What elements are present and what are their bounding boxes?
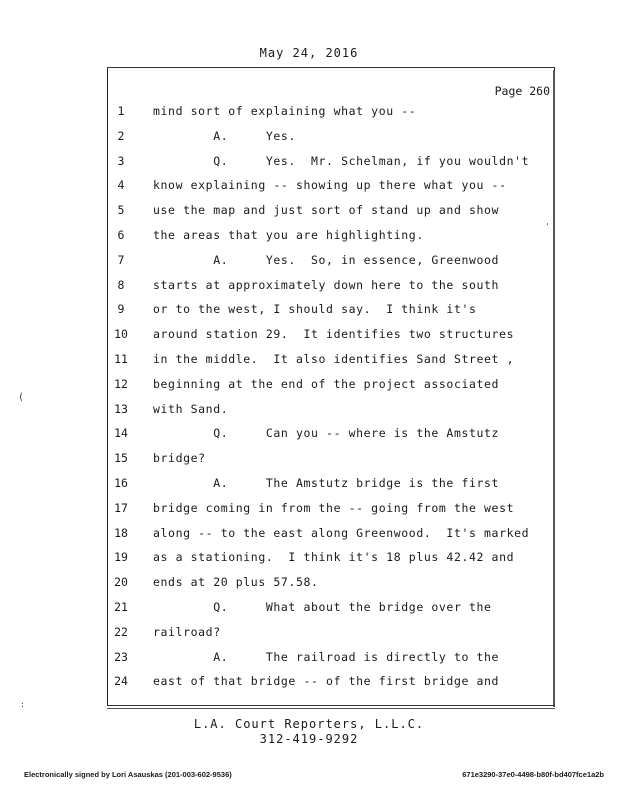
- line-number: 2: [117, 128, 125, 143]
- transcript-line: [0, 526, 618, 550]
- line-number: 18: [114, 525, 128, 540]
- line-text: bridge?: [153, 451, 206, 466]
- line-text: A. The railroad is directly to the: [153, 649, 500, 664]
- transcript-line: [0, 625, 618, 649]
- footer-phone: 312-419-9292: [259, 732, 359, 746]
- line-text: starts at approximately down here to the south: [153, 277, 500, 292]
- transcript-line: [0, 203, 618, 227]
- transcript-line: [0, 178, 618, 202]
- line-number: 12: [114, 376, 128, 391]
- transcript-line: [0, 278, 618, 302]
- transcript-line: [0, 600, 618, 624]
- transcript-line: [0, 327, 618, 351]
- line-number: 9: [117, 302, 125, 317]
- line-number: 4: [117, 178, 125, 193]
- line-number: 22: [114, 624, 128, 639]
- line-number: 20: [114, 575, 128, 590]
- line-text: or to the west, I should say. I think it's: [153, 302, 477, 317]
- line-text: use the map and just sort of stand up and show: [153, 203, 500, 218]
- line-number: 1: [117, 104, 125, 118]
- line-text: mind sort of explaining what you --: [153, 104, 417, 118]
- line-text: A. Yes.: [153, 128, 296, 143]
- transcript-line: [0, 154, 618, 178]
- line-number: 19: [114, 550, 128, 565]
- line-text: ends at 20 plus 57.58.: [153, 575, 319, 590]
- page-date: May 24, 2016: [259, 46, 359, 60]
- line-text: the areas that you are highlighting.: [153, 228, 424, 242]
- line-text: know explaining -- showing up there what you --: [153, 178, 507, 193]
- transcript-frame-bottom: [107, 705, 555, 709]
- transcript-line: [0, 377, 618, 401]
- line-number: 13: [114, 401, 128, 416]
- line-number: 21: [114, 600, 128, 614]
- transcript-line: [0, 426, 618, 450]
- line-number: 3: [117, 153, 125, 168]
- line-number: 15: [114, 451, 128, 466]
- line-text: A. The Amstutz bridge is the first: [153, 476, 500, 490]
- esign-document-id: 671e3290-37e0-4498-b80f-bd407fce1a2b: [462, 770, 604, 779]
- line-text: Q. What about the bridge over the: [153, 600, 492, 614]
- page-number: Page 260: [494, 84, 550, 98]
- line-text: as a stationing. I think it's 18 plus 42.42 and: [153, 550, 515, 565]
- esign-signature: Electronically signed by Lori Asauskas (201-003-602-9536): [24, 770, 232, 779]
- line-number: 8: [117, 277, 125, 292]
- transcript-line: [0, 302, 618, 326]
- transcript-line: [0, 575, 618, 599]
- transcript-line: [0, 650, 618, 674]
- transcript-line: [0, 129, 618, 153]
- line-text: Q. Can you -- where is the Amstutz: [153, 426, 500, 441]
- line-text: in the middle. It also identifies Sand Street ,: [153, 352, 515, 366]
- line-number: 7: [117, 252, 125, 267]
- transcript-line: [0, 228, 618, 252]
- line-text: beginning at the end of the project associated: [153, 376, 500, 391]
- line-text: railroad?: [153, 624, 221, 639]
- line-number: 24: [114, 674, 128, 689]
- line-number: 11: [114, 352, 128, 366]
- scan-mark: (: [18, 392, 25, 403]
- transcript-line: [0, 476, 618, 500]
- line-text: A. Yes. So, in essence, Greenwood: [153, 252, 500, 267]
- line-number: 6: [117, 228, 125, 242]
- footer-company: L.A. Court Reporters, L.L.C.: [193, 717, 425, 731]
- line-number: 5: [117, 203, 125, 218]
- line-text: bridge coming in from the -- going from the west: [153, 500, 515, 515]
- scan-mark: ': [545, 222, 550, 231]
- scan-mark: :: [20, 700, 25, 709]
- line-number: 14: [114, 426, 128, 441]
- transcript-line: [0, 402, 618, 426]
- line-text: along -- to the east along Greenwood. It's marked: [153, 525, 530, 540]
- transcript-line: [0, 352, 618, 376]
- line-text: east of that bridge -- of the first bridge and: [153, 674, 500, 689]
- line-number: 16: [114, 476, 128, 490]
- transcript-line: [0, 550, 618, 574]
- line-number: 23: [114, 649, 128, 664]
- transcript-line: [0, 104, 618, 128]
- line-number: 17: [114, 500, 128, 515]
- line-text: around station 29. It identifies two structures: [153, 327, 515, 342]
- line-text: Q. Yes. Mr. Schelman, if you wouldn't: [153, 153, 530, 168]
- transcript-line: [0, 501, 618, 525]
- line-number: 10: [114, 327, 128, 342]
- transcript-line: [0, 253, 618, 277]
- transcript-line: [0, 451, 618, 475]
- line-text: with Sand.: [153, 401, 229, 416]
- transcript-line: [0, 674, 618, 698]
